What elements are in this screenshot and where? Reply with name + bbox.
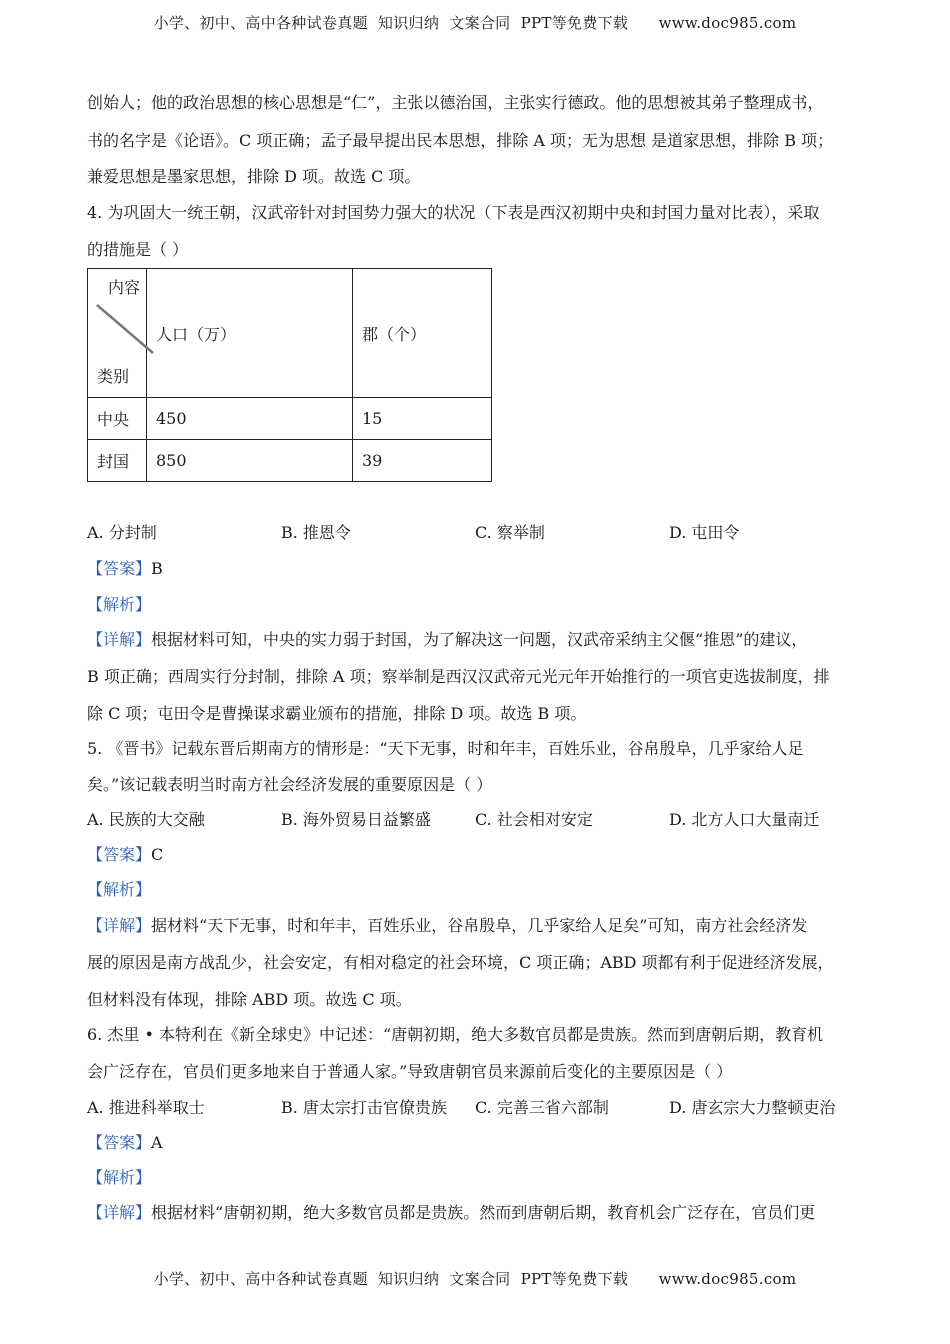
table-cell: 39: [353, 440, 492, 482]
option-c: C. 完善三省六部制: [475, 1098, 609, 1117]
detail-label: 【详解】: [87, 630, 152, 649]
detail-line: 展的原因是南方战乱少，社会安定，有相对稳定的社会环境，C 项正确；ABD 项都有利于促进经济发展，: [87, 953, 834, 972]
question-4-stem: 的措施是（ ）: [87, 240, 189, 259]
option-d: D. 唐玄宗大力整顿吏治: [669, 1098, 836, 1117]
page-header: 小学、初中、高中各种试卷真题 知识归纳 文案合同 PPT等免费下载 www.doc985.com: [153, 14, 797, 32]
detail-line: [87, 913, 807, 936]
text-line: 创始人；他的政治思想的核心思想是“仁”，主张以德治国，主张实行德政。他的思想被其弟子整理成书，: [87, 93, 824, 112]
detail-text: 根据材料可知，中央的实力弱于封国，为了解决这一问题，汉武帝采纳主父偃“推恩”的建议，: [151, 630, 808, 649]
detail-label: 【详解】: [87, 916, 152, 935]
table-cell: 450: [147, 398, 353, 440]
detail-line: [87, 1200, 815, 1223]
question-6-stem: 会广泛存在，官员们更多地来自于普通人家。”导致唐朝官员来源前后变化的主要原因是（ ）: [87, 1062, 733, 1081]
analysis-label: 【解析】: [87, 1168, 152, 1187]
diagonal-header-bottom: 类别: [97, 367, 130, 386]
diagonal-header-top: 内容: [107, 278, 140, 297]
detail-line: 除 C 项；屯田令是曹操谋求霸业颁布的措施，排除 D 项。故选 B 项。: [87, 704, 587, 723]
text-line: 兼爱思想是墨家思想，排除 D 项。故选 C 项。: [87, 167, 421, 186]
text-line: 书的名字是《论语》。C 项正确；孟子最早提出民本思想，排除 A 项；无为思想 是道家思想，排除 B 项；: [87, 131, 834, 150]
diagonal-line: [95, 303, 155, 357]
comparison-table: [87, 268, 492, 482]
option-a: A. 民族的大交融: [87, 810, 205, 829]
option-c: C. 察举制: [475, 523, 545, 542]
option-d: D. 屯田令: [669, 523, 740, 542]
detail-label: 【详解】: [87, 1203, 152, 1222]
option-c: C. 社会相对安定: [475, 810, 593, 829]
question-5-stem: 5. 《晋书》记载东晋后期南方的情形是：“天下无事，时和年丰，百姓乐业，谷帛殷阜，几乎家给人足: [87, 739, 804, 758]
table-diagonal-header-cell: [88, 269, 147, 398]
option-b: B. 海外贸易日益繁盛: [281, 810, 431, 829]
option-a: A. 推进科举取士: [87, 1098, 205, 1117]
detail-line: 但材料没有体现，排除 ABD 项。故选 C 项。: [87, 990, 412, 1009]
answer-label: 【答案】: [87, 559, 152, 578]
table-cell: 封国: [88, 440, 147, 482]
answer-value: A: [151, 1133, 163, 1152]
detail-text: 根据材料“唐朝初期，绝大多数官员都是贵族。然而到唐朝后期，教育机会广泛存在，官员们更: [151, 1203, 816, 1222]
analysis-label: 【解析】: [87, 880, 152, 899]
option-d: D. 北方人口大量南迁: [669, 810, 820, 829]
detail-line: B 项正确；西周实行分封制，排除 A 项；察举制是西汉汉武帝元光元年开始推行的一项官吏选拔制度，排: [87, 667, 830, 686]
page-footer: 小学、初中、高中各种试卷真题 知识归纳 文案合同 PPT等免费下载 www.doc985.com: [153, 1270, 797, 1288]
detail-line: [87, 627, 807, 650]
question-5-stem: 矣。”该记载表明当时南方社会经济发展的重要原因是（ ）: [87, 775, 493, 794]
question-6-stem: 6. 杰里 • 本特利在《新全球史》中记述：“唐朝初期，绝大多数官员都是贵族。然而到唐朝后期，教育机: [87, 1025, 824, 1044]
answer-label: 【答案】: [87, 1133, 152, 1152]
detail-text: 据材料“天下无事，时和年丰，百姓乐业，谷帛殷阜，几乎家给人足矣”可知，南方社会经济发: [151, 916, 808, 935]
answer-line: [87, 842, 163, 865]
answer-line: [87, 1130, 163, 1153]
answer-value: C: [151, 845, 164, 864]
analysis-label: 【解析】: [87, 595, 152, 614]
table-cell: 中央: [88, 398, 147, 440]
question-4-stem: 4. 为巩固大一统王朝，汉武帝针对封国势力强大的状况（下表是西汉初期中央和封国力量对比表），采取: [87, 203, 820, 222]
table-cell: 15: [353, 398, 492, 440]
table-row: [88, 440, 492, 482]
answer-label: 【答案】: [87, 845, 152, 864]
option-b: B. 推恩令: [281, 523, 351, 542]
answer-line: [87, 556, 163, 579]
table-header-commanderies: 郡（个）: [353, 269, 492, 398]
answer-value: B: [151, 559, 163, 578]
table-header-population: 人口（万）: [147, 269, 353, 398]
table-cell: 850: [147, 440, 353, 482]
option-a: A. 分封制: [87, 523, 157, 542]
option-b: B. 唐太宗打击官僚贵族: [281, 1098, 447, 1117]
table-row: [88, 398, 492, 440]
